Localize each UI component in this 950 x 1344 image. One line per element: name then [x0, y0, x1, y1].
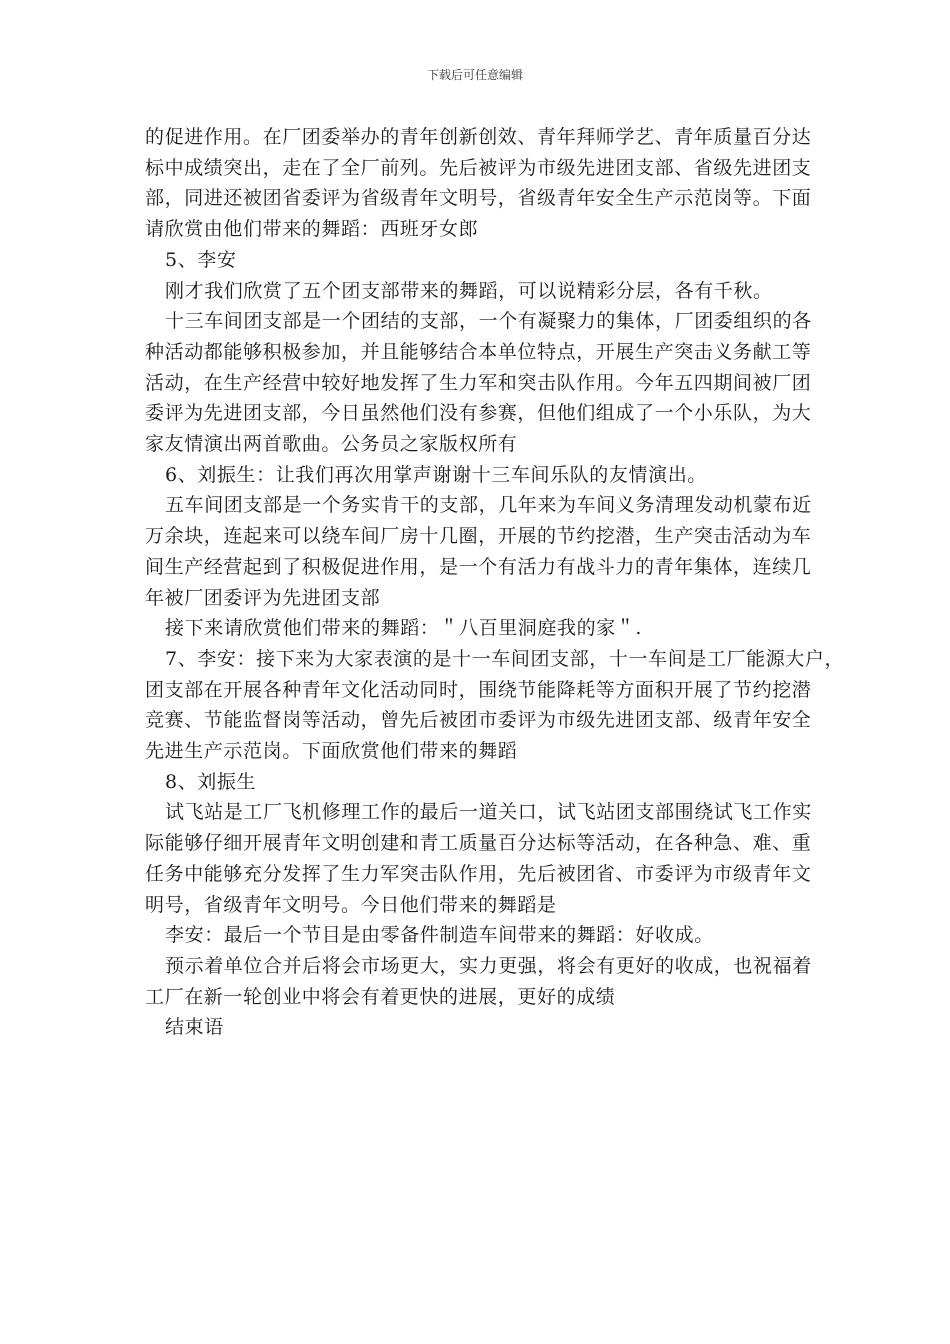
- text-line: 工厂在新一轮创业中将会有着更快的进展，更好的成绩: [145, 985, 616, 1008]
- text-line: 7、李安：接下来为大家表演的是十一车间团支部，十一车间是工厂能源大户，: [165, 647, 845, 670]
- page-header: 下载后可任意编辑: [426, 68, 523, 82]
- text-line: 试飞站是工厂飞机修理工作的最后一道关口，试飞站团支部围绕试飞工作实: [165, 801, 812, 824]
- text-line: 请欣赏由他们带来的舞蹈：西班牙女郎: [145, 218, 479, 241]
- text-line: 竞赛、节能监督岗等活动，曾先后被团市委评为市级先进团支部、级青年安全: [145, 709, 812, 732]
- text-line: 6、刘振生：让我们再次用掌声谢谢十三车间乐队的友情演出。: [165, 463, 707, 486]
- document-body: [145, 122, 845, 1043]
- text-line: 万余块，连起来可以绕车间厂房十几圈，开展的节约挖潜，生产突击活动为车: [145, 525, 812, 548]
- text-line: 接下来请欣赏他们带来的舞蹈：＂八百里洞庭我的家＂.: [165, 617, 643, 640]
- text-line: 标中成绩突出，走在了全厂前列。先后被评为市级先进团支部、省级先进团支: [145, 156, 812, 179]
- text-line: 8、刘振生: [165, 770, 257, 793]
- text-line: 际能够仔细开展青年文明创建和青工质量百分达标等活动，在各种急、难、重: [145, 832, 812, 855]
- text-line: 团支部在开展各种青年文化活动同时，围绕节能降耗等方面积开展了节约挖潜: [145, 678, 812, 701]
- text-line: 活动，在生产经营中较好地发挥了生力军和突击队作用。今年五四期间被厂团: [145, 371, 812, 394]
- text-line: 部，同进还被团省委评为省级青年文明号，省级青年安全生产示范岗等。下面: [145, 187, 812, 210]
- text-line: 结束语: [165, 1016, 224, 1039]
- text-line: 5、李安: [165, 248, 237, 271]
- text-line: 刚才我们欣赏了五个团支部带来的舞蹈，可以说精彩分层，各有千秋。: [165, 279, 773, 302]
- text-line: 李安：最后一个节目是由零备件制造车间带来的舞蹈：好收成。: [165, 924, 714, 947]
- text-line: 十三车间团支部是一个团结的支部，一个有凝聚力的集体，厂团委组织的各: [165, 310, 812, 333]
- text-line: 委评为先进团支部，今日虽然他们没有参赛，但他们组成了一个小乐队，为大: [145, 402, 812, 425]
- text-line: 任务中能够充分发挥了生力军突击队作用，先后被团省、市委评为市级青年文: [145, 862, 812, 885]
- text-line: 家友情演出两首歌曲。公务员之家版权所有: [145, 433, 518, 456]
- text-line: 种活动都能够积极参加，并且能够结合本单位特点，开展生产突击义务献工等: [145, 340, 812, 363]
- text-line: 明号，省级青年文明号。今日他们带来的舞蹈是: [145, 893, 557, 916]
- text-line: 的促进作用。在厂团委举办的青年创新创效、青年拜师学艺、青年质量百分达: [145, 126, 812, 148]
- text-line: 预示着单位合并后将会市场更大，实力更强，将会有更好的收成，也祝福着: [165, 954, 812, 977]
- text-line: 五车间团支部是一个务实肯干的支部，几年来为车间义务清理发动机蒙布近: [165, 494, 812, 517]
- text-line: 间生产经营起到了积极促进作用，是一个有活力有战斗力的青年集体，连续几: [145, 555, 812, 578]
- text-line: 先进生产示范岗。下面欣赏他们带来的舞蹈: [145, 740, 518, 763]
- text-line: 年被厂团委评为先进团支部: [145, 586, 381, 609]
